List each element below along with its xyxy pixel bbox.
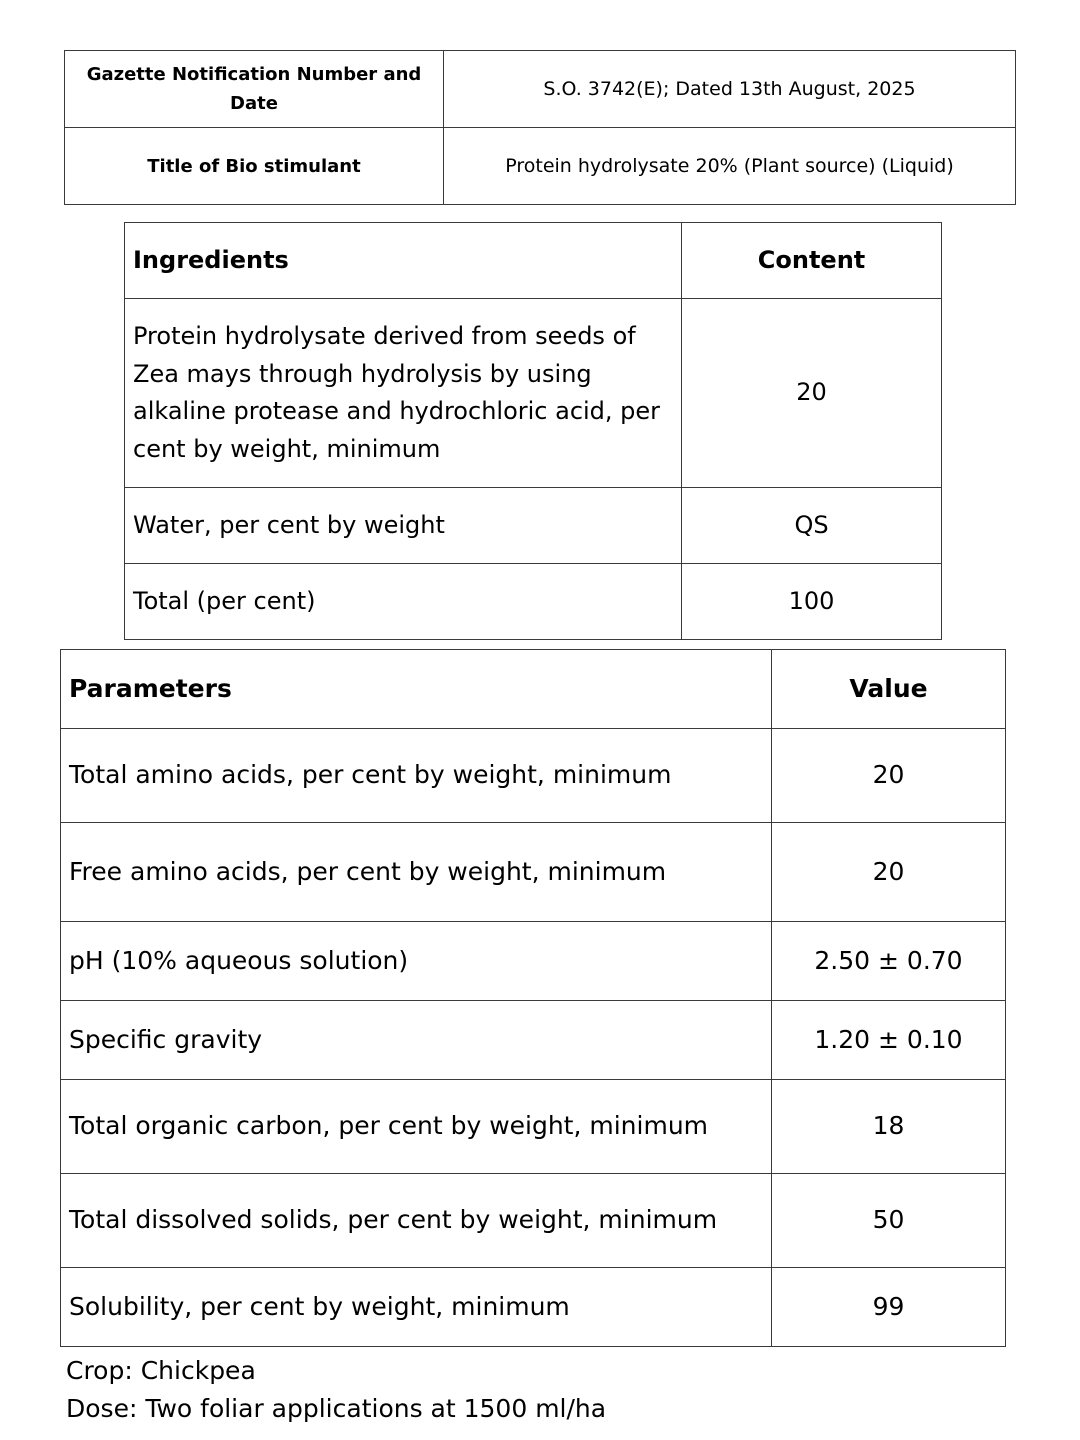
parameter-value: 99	[772, 1268, 1006, 1347]
parameter-name: Solubility, per cent by weight, minimum	[61, 1268, 772, 1347]
ingredient-row	[125, 488, 942, 564]
parameter-value: 18	[772, 1080, 1006, 1174]
bio-stimulant-title-label: Title of Bio stimulant	[65, 128, 444, 205]
parameter-value: 1.20 ± 0.10	[772, 1001, 1006, 1080]
parameters-header: Parameters	[61, 650, 772, 729]
gazette-notification-row	[65, 51, 1016, 128]
ingredient-content: QS	[682, 488, 942, 564]
ingredients-header: Ingredients	[125, 223, 682, 299]
crop-note: Crop: Chickpea	[66, 1356, 256, 1385]
parameter-name: Specific gravity	[61, 1001, 772, 1080]
gazette-notification-label: Gazette Notification Number and Date	[65, 51, 444, 128]
parameter-name: Total amino acids, per cent by weight, minimum	[61, 729, 772, 823]
bio-stimulant-title-row	[65, 128, 1016, 205]
bio-stimulant-title-value: Protein hydrolysate 20% (Plant source) (Liquid)	[444, 128, 1016, 205]
parameter-name: Total dissolved solids, per cent by weight, minimum	[61, 1174, 772, 1268]
parameter-row	[61, 729, 1006, 823]
parameter-row	[61, 1174, 1006, 1268]
parameter-name: Free amino acids, per cent by weight, minimum	[61, 823, 772, 922]
parameter-value: 20	[772, 729, 1006, 823]
content-header: Content	[682, 223, 942, 299]
ingredient-name: Protein hydrolysate derived from seeds of Zea mays through hydrolysis by using alkaline protease and hydrochloric acid, per cent by weight, minimum	[125, 299, 682, 488]
parameter-row	[61, 1268, 1006, 1347]
parameter-name: Total organic carbon, per cent by weight, minimum	[61, 1080, 772, 1174]
parameter-name: pH (10% aqueous solution)	[61, 922, 772, 1001]
parameter-row	[61, 1001, 1006, 1080]
ingredient-row	[125, 299, 942, 488]
ingredients-table	[124, 222, 942, 640]
value-header: Value	[772, 650, 1006, 729]
gazette-notification-value: S.O. 3742(E); Dated 13th August, 2025	[444, 51, 1016, 128]
parameters-header-row	[61, 650, 1006, 729]
parameter-value: 50	[772, 1174, 1006, 1268]
parameter-row	[61, 823, 1006, 922]
parameter-value: 20	[772, 823, 1006, 922]
notes	[66, 1352, 606, 1427]
ingredient-name: Total (per cent)	[125, 564, 682, 640]
parameter-row	[61, 1080, 1006, 1174]
parameter-value: 2.50 ± 0.70	[772, 922, 1006, 1001]
ingredient-content: 20	[682, 299, 942, 488]
gazette-table	[64, 50, 1016, 205]
parameters-table	[60, 649, 1006, 1347]
parameter-row	[61, 922, 1006, 1001]
ingredient-name: Water, per cent by weight	[125, 488, 682, 564]
ingredient-row	[125, 564, 942, 640]
ingredients-header-row	[125, 223, 942, 299]
ingredient-content: 100	[682, 564, 942, 640]
dose-note: Dose: Two foliar applications at 1500 ml/ha	[66, 1393, 607, 1423]
